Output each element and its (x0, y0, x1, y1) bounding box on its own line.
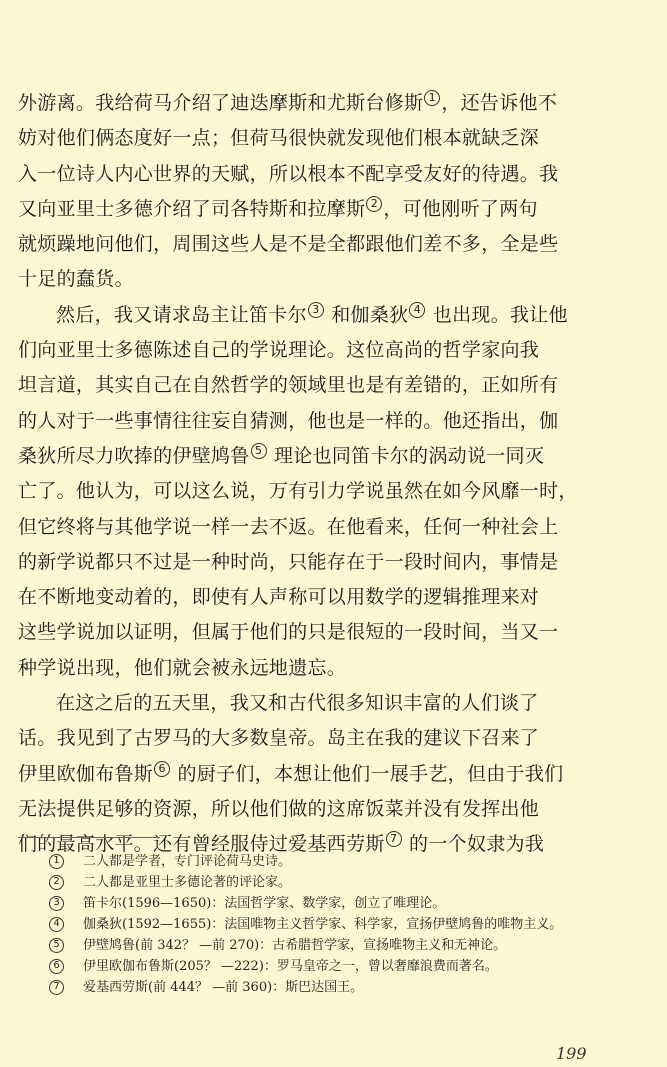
footnote-reference: 2 (366, 196, 382, 212)
text-run: 入一位诗人内心世界的天赋，所以根本不配享受友好的待遇。我 (18, 162, 559, 185)
text-line (18, 651, 606, 686)
text-line (18, 545, 606, 580)
text-line (18, 368, 606, 403)
text-run: 这些学说加以证明，但属于他们的只是很短的一段时间，当又一 (18, 621, 559, 644)
body-text (18, 86, 606, 863)
footnote-text: 伽桑狄(1592—1655)：法国唯物主义哲学家、科学家，宣扬伊壁鸠鲁的唯物主义。 (83, 917, 563, 932)
text-run: 桑狄所尽力吹捧的伊壁鸠鲁 (18, 444, 250, 467)
text-run: 也出现。我让他 (426, 303, 568, 326)
footnote-marker: 3 (49, 896, 64, 911)
footnote-text: 二人都是学者，专门评论荷马史诗。 (83, 854, 292, 869)
text-line (18, 227, 606, 262)
text-run: 但它终将与其他学说一样一去不返。在他看来，任何一种社会上 (18, 515, 559, 538)
text-run: ，可他刚听了两句 (383, 197, 538, 220)
footnote-marker: 6 (49, 959, 64, 974)
text-line (18, 686, 606, 721)
text-run: 妨对他们俩态度好一点；但荷马很快就发现他们根本就缺乏深 (18, 127, 540, 150)
text-run: 又向亚里士多德介绍了司各特斯和拉摩斯 (18, 197, 366, 220)
footnote-reference: 4 (409, 302, 425, 318)
text-run: 们的最高水平。还有曾经服侍过爱基西劳斯 (18, 833, 385, 856)
text-line (18, 404, 606, 439)
footnote-text: 笛卡尔(1596—1650)：法国哲学家、数学家，创立了唯理论。 (83, 896, 446, 911)
footnote-reference: 3 (308, 302, 324, 318)
text-run: 理论也同笛卡尔的涡动说一同灭 (267, 444, 545, 467)
text-line (18, 157, 606, 192)
text-line (18, 580, 606, 615)
footnote-marker: 1 (49, 854, 64, 869)
footnote-reference: 5 (251, 443, 267, 459)
text-line (18, 192, 606, 227)
text-run: 无法提供足够的资源，所以他们做的这席饭菜并没有发挥出他 (18, 797, 540, 820)
text-line (18, 439, 606, 474)
text-line (18, 721, 606, 756)
text-line (18, 510, 606, 545)
text-line (18, 121, 606, 156)
text-run: 的厨子们，本想让他们一展手艺，但由于我们 (171, 762, 564, 785)
text-run: ，还告诉他不 (441, 92, 558, 114)
footnote (18, 851, 618, 872)
footnote-text: 伊壁鸠鲁(前 342？ —前 270)：古希腊哲学家，宣扬唯物主义和无神论。 (83, 938, 507, 953)
text-run: 种学说出现，他们就会被永远地遗忘。 (18, 656, 347, 679)
text-line (18, 333, 606, 368)
footnote-reference: 7 (386, 831, 402, 847)
footnote-marker: 5 (49, 938, 64, 953)
text-run: 的一个奴隶为我 (402, 833, 545, 856)
text-run: 在这之后的五天里，我又和古代很多知识丰富的人们谈了 (56, 692, 539, 715)
footnote (18, 956, 618, 977)
text-run: 坦言道，其实自己在自然哲学的领域里也是有差错的，正如所有 (18, 374, 559, 397)
footnote-text: 爱基西劳斯(前 444？ —前 360)：斯巴达国王。 (83, 980, 364, 995)
text-line (18, 474, 606, 509)
text-line (18, 792, 606, 827)
footnote (18, 977, 618, 998)
footnote-reference: 6 (154, 761, 170, 777)
text-line (18, 86, 606, 121)
footnote (18, 872, 618, 893)
footnote-marker: 4 (49, 917, 64, 932)
text-line (18, 262, 606, 297)
footnote-text: 二人都是亚里士多德论著的评论家。 (83, 875, 292, 890)
footnote (18, 935, 618, 956)
text-run: 的人对于一些事情往往妄自猜测，他也是一样的。他还指出，伽 (18, 409, 559, 432)
footnote-reference: 1 (424, 90, 440, 106)
text-run: 然后，我又请求岛主让笛卡尔 (56, 303, 307, 326)
text-run: 亡了。他认为，可以这么说，万有引力学说虽然在如今风靡一时， (18, 480, 578, 503)
footnote-divider (18, 837, 160, 838)
footnote-marker: 2 (49, 875, 64, 890)
text-line (18, 615, 606, 650)
footnote-text: 伊里欧伽布鲁斯(205？ —222)：罗马皇帝之一，曾以奢靡浪费而著名。 (83, 959, 498, 974)
text-run: 十足的蠢货。 (18, 268, 134, 291)
footnotes (18, 851, 618, 998)
footnote (18, 914, 618, 935)
text-line (18, 298, 606, 333)
text-run: 和伽桑狄 (324, 303, 409, 326)
text-run: 就烦躁地问他们，周围这些人是不是全都跟他们差不多，全是些 (18, 233, 559, 256)
text-run: 话。我见到了古罗马的大多数皇帝。岛主在我的建议下召来了 (18, 727, 540, 750)
text-run: 们向亚里士多德陈述自己的学说理论。这位高尚的哲学家向我 (18, 339, 540, 362)
text-run: 伊里欧伽布鲁斯 (18, 762, 154, 785)
text-run: 的新学说都只不过是一种时尚，只能存在于一段时间内，事情是 (18, 550, 559, 573)
text-run: 外游离。我给荷马介绍了迪迭摩斯和尤斯台修斯 (18, 92, 424, 114)
page-number: 199 (556, 1044, 587, 1063)
text-line (18, 757, 606, 792)
footnote-marker: 7 (49, 980, 64, 995)
footnote (18, 893, 618, 914)
text-run: 在不断地变动着的，即使有人声称可以用数学的逻辑推理来对 (18, 586, 540, 609)
